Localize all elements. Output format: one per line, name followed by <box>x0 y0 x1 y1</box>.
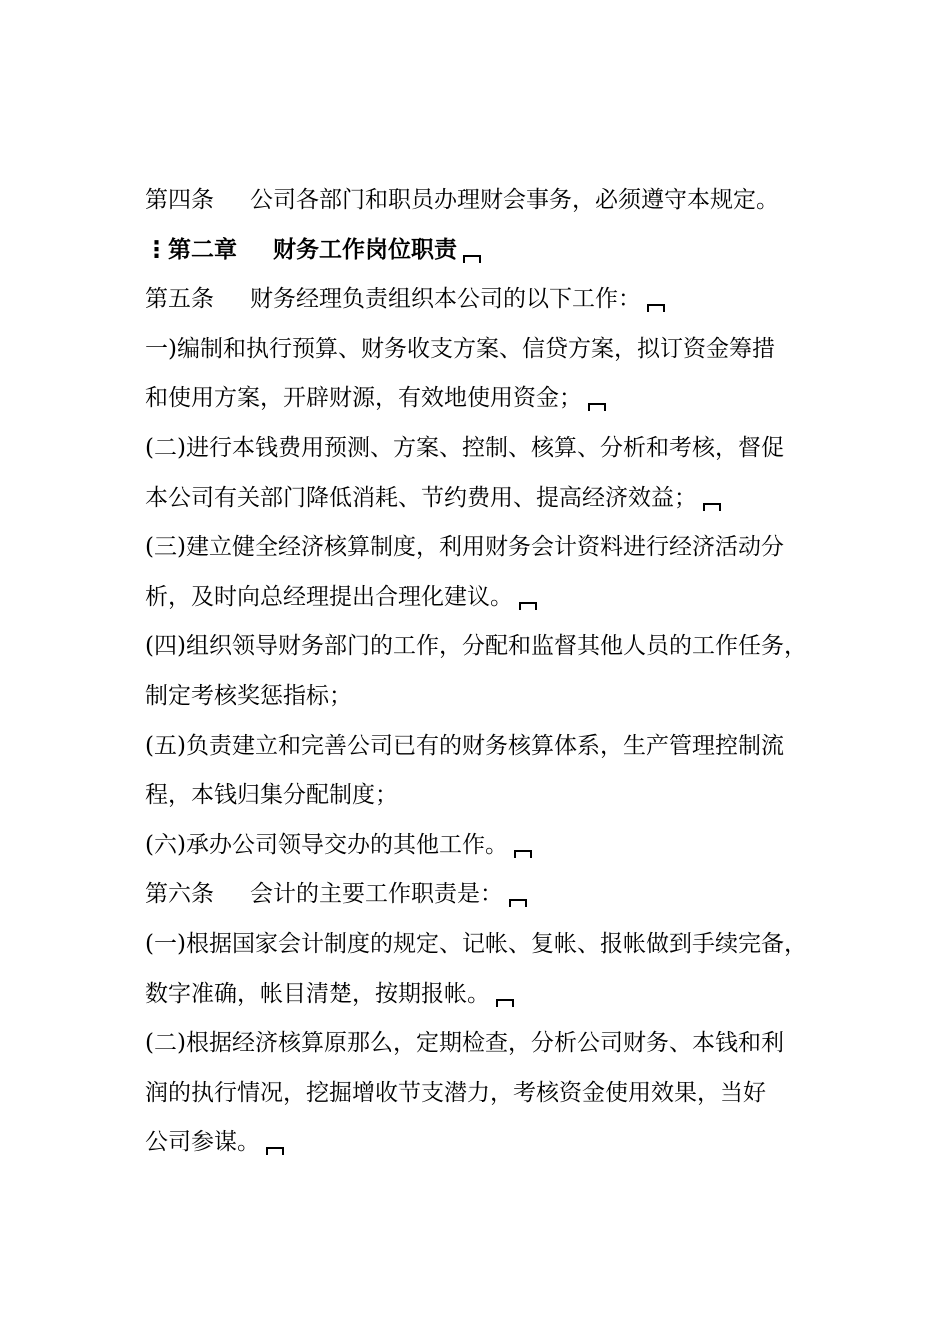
text-line <box>145 821 835 871</box>
text-line <box>145 1118 835 1168</box>
line-text: (三)建立健全经济核算制度，利用财务会计资料进行经济活动分 <box>145 534 784 561</box>
line-text: (二)进行本钱费用预测、方案、控制、核算、分析和考核，督促 <box>145 434 784 461</box>
line-text: 一)编制和执行预算、财务收支方案、信贷方案，拟订资金筹措 <box>145 335 775 362</box>
paragraph-mark-icon <box>647 304 665 312</box>
paragraph-mark-icon <box>519 602 537 610</box>
line-text: (二)根据经济核算原那么，定期检查，分析公司财务、本钱和利 <box>145 1030 784 1057</box>
line-text: 财务工作岗位职责 <box>273 236 457 263</box>
text-line <box>145 722 835 772</box>
text-line <box>145 870 835 920</box>
text-line <box>145 176 835 226</box>
text-line <box>145 226 835 276</box>
line-text: 制定考核奖惩指标； <box>145 682 352 709</box>
text-line <box>145 275 835 325</box>
line-prefix: ⋮ <box>145 236 168 263</box>
text-line <box>145 1019 835 1069</box>
line-text: (六)承办公司领导交办的其他工作。 <box>145 831 508 858</box>
line-text: 本公司有关部门降低消耗、节约费用、提高经济效益； <box>145 484 697 511</box>
line-text: 程，本钱归集分配制度； <box>145 782 398 809</box>
paragraph-mark-icon <box>266 1147 284 1155</box>
line-text: 公司各部门和职员办理财会事务，必须遵守本规定。 <box>250 187 779 213</box>
line-text: (五)负责建立和完善公司已有的财务核算体系，生产管理控制流 <box>145 732 784 759</box>
paragraph-mark-icon <box>509 899 527 907</box>
paragraph-mark-icon <box>588 403 606 411</box>
text-line <box>145 474 835 524</box>
text-line <box>145 970 835 1020</box>
paragraph-mark-icon <box>496 999 514 1007</box>
paragraph-mark-icon <box>514 850 532 858</box>
line-text: (一)根据国家会计制度的规定、记帐、复帐、报帐做到手续完备， <box>145 930 807 957</box>
line-text: (四)组织领导财务部门的工作，分配和监督其他人员的工作任务， <box>145 633 807 660</box>
text-line <box>145 424 835 474</box>
text-line <box>145 374 835 424</box>
line-text: 润的执行情况，挖掘增收节支潜力，考核资金使用效果，当好 <box>145 1079 766 1106</box>
document-body <box>145 176 835 1168</box>
text-line <box>145 1069 835 1119</box>
text-line <box>145 920 835 970</box>
line-text: 析，及时向总经理提出合理化建议。 <box>145 583 513 610</box>
article-label: 第四条 <box>145 187 214 213</box>
line-text: 财务经理负责组织本公司的以下工作： <box>250 286 641 313</box>
article-label: 第六条 <box>145 881 214 908</box>
line-text: 会计的主要工作职责是： <box>250 881 503 908</box>
text-line <box>145 325 835 375</box>
line-text: 公司参谋。 <box>145 1129 260 1156</box>
article-label: 第五条 <box>145 286 214 313</box>
line-text: 数字准确，帐目清楚，按期报帐。 <box>145 980 490 1007</box>
article-label: 第二章 <box>168 236 237 263</box>
paragraph-mark-icon <box>703 503 721 511</box>
text-line <box>145 672 835 722</box>
text-line <box>145 622 835 672</box>
line-text: 和使用方案，开辟财源，有效地使用资金； <box>145 385 582 412</box>
text-line <box>145 771 835 821</box>
text-line <box>145 573 835 623</box>
paragraph-mark-icon <box>463 255 481 263</box>
text-line <box>145 523 835 573</box>
